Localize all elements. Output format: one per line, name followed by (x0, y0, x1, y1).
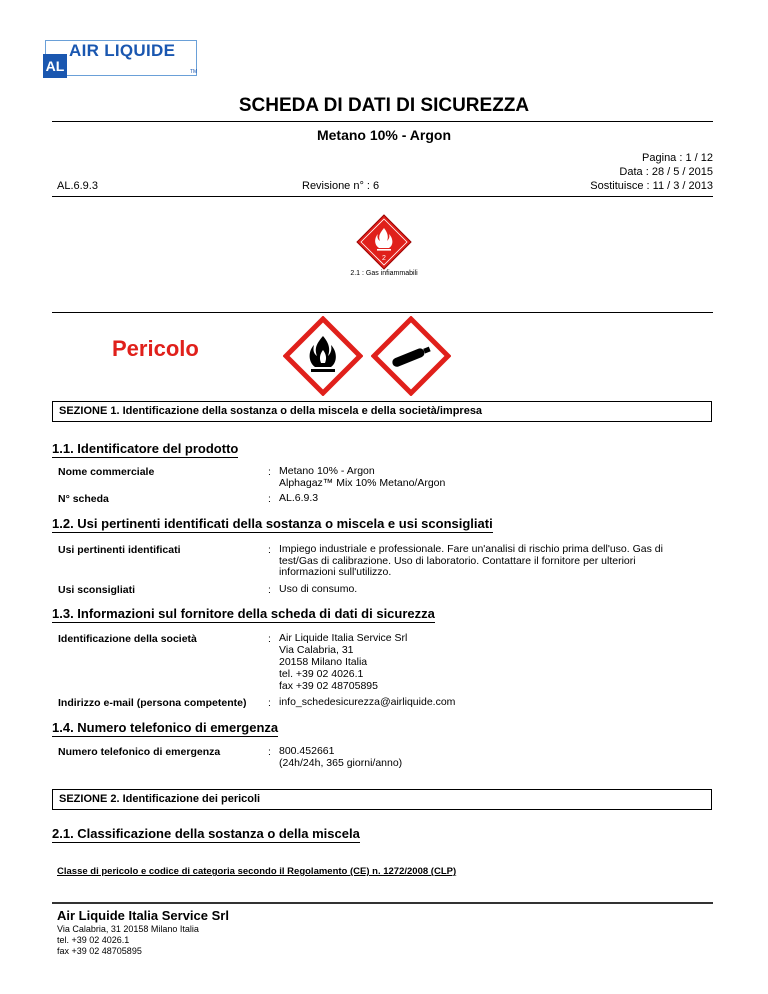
uses-advised-against-value: Uso di consumo. (279, 583, 358, 595)
uses-advised-against-label: Usi sconsigliati (58, 584, 136, 596)
footer-divider (52, 902, 713, 904)
colon-separator: : (268, 697, 271, 709)
footer-company-name: Air Liquide Italia Service Srl (57, 908, 229, 923)
company-street: Via Calabria, 31 (279, 644, 354, 656)
company-name: Air Liquide Italia Service Srl (279, 632, 408, 644)
identified-uses-value: Impiego industriale e professionale. Fare un'analisi di rischio prima dell'uso. Gas di test/Gas di calibrazione. Uso di laboratorio. Contattare il fornitore per ulteriori informazioni sull'utilizzo. (279, 543, 663, 578)
signal-word: Pericolo (112, 336, 199, 361)
emergency-phone-value: 800.452661 (279, 745, 335, 757)
company-city: 20158 Milano Italia (279, 656, 368, 668)
subsection-2-1-title: 2.1. Classificazione della sostanza o della miscela (52, 826, 360, 841)
email-label: Indirizzo e-mail (persona competente) (58, 697, 247, 709)
email-value[interactable]: info_schedesicurezza@airliquide.com (279, 696, 456, 708)
colon-separator: : (268, 584, 271, 596)
product-title: Metano 10% - Argon (316, 127, 452, 143)
colon-separator: : (268, 633, 271, 645)
sheet-number-label: N° scheda (58, 493, 109, 505)
company-logo-text: AIR LIQUIDE (69, 41, 176, 60)
trade-name-value-alt: Alphagaz™ Mix 10% Metano/Argon (279, 477, 446, 489)
flame-pictogram-icon (283, 316, 363, 396)
subsection-1-4-title: 1.4. Numero telefonico di emergenza (52, 720, 279, 735)
footer-fax: fax +39 02 48705895 (57, 946, 142, 956)
company-logo-mark: AL (43, 54, 67, 78)
colon-separator: : (268, 746, 271, 758)
hazard-divider (52, 312, 713, 313)
emergency-phone-hours: (24h/24h, 365 giorni/anno) (279, 757, 403, 769)
identified-uses-label: Usi pertinenti identificati (58, 544, 181, 556)
page-number: Pagina : 1 / 12 (642, 152, 713, 164)
supersedes-date: Sostituisce : 11 / 3 / 2013 (590, 180, 713, 192)
subsection-1-1-title: 1.1. Identificatore del prodotto (52, 441, 239, 456)
footer-phone: tel. +39 02 4026.1 (57, 935, 130, 945)
footer-address: Via Calabria, 31 20158 Milano Italia (57, 924, 199, 934)
company-fax: fax +39 02 48705895 (279, 680, 378, 692)
section-1-header: SEZIONE 1. Identificazione della sostanza o della miscela e della società/impresa (52, 401, 712, 422)
document-title: SCHEDA DI DATI DI SICUREZZA (238, 95, 530, 116)
clp-classification-note: Classe di pericolo e codice di categoria secondo il Regolamento (CE) n. 1272/2008 (CLP) (57, 866, 457, 877)
header-divider (52, 196, 713, 197)
trade-name-label: Nome commerciale (58, 466, 155, 478)
colon-separator: : (268, 544, 271, 556)
document-code: AL.6.9.3 (57, 180, 98, 192)
adr-label-caption: 2.1 : Gas infiammabili (350, 270, 418, 277)
colon-separator: : (268, 466, 271, 478)
company-phone: tel. +39 02 4026.1 (279, 668, 364, 680)
colon-separator: : (268, 493, 271, 505)
adr-class-number: 2 (382, 255, 386, 262)
issue-date: Data : 28 / 5 / 2015 (619, 166, 713, 178)
title-divider (52, 121, 713, 122)
revision-number: Revisione n° : 6 (302, 180, 380, 192)
trade-name-value: Metano 10% - Argon (279, 465, 375, 477)
subsection-1-2-title: 1.2. Usi pertinenti identificati della sostanza o miscela e usi sconsigliati (52, 516, 493, 531)
emergency-phone-label: Numero telefonico di emergenza (58, 746, 221, 758)
logo-trademark: TM (190, 69, 198, 75)
sheet-number-value: AL.6.9.3 (279, 492, 319, 504)
subsection-1-3-title: 1.3. Informazioni sul fornitore della scheda di dati di sicurezza (52, 606, 435, 621)
company-id-label: Identificazione della società (58, 633, 197, 645)
section-2-header: SEZIONE 2. Identificazione dei pericoli (52, 789, 712, 810)
gas-cylinder-pictogram-icon (371, 316, 451, 396)
